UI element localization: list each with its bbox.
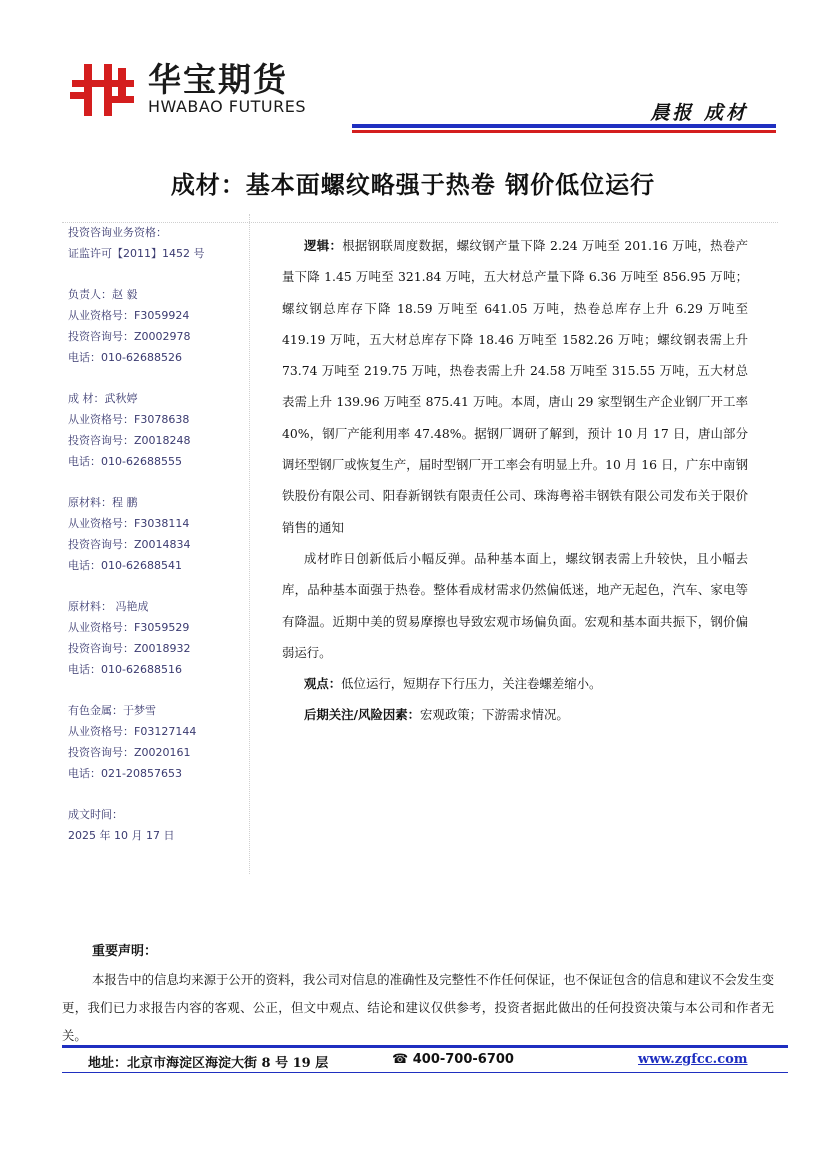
risk-text: 宏观政策；下游需求情况。 <box>420 707 569 723</box>
sidebar-line: 成 材：武秋婷 <box>68 392 138 405</box>
sidebar-line: 从业资格号：F3078638 <box>68 413 190 426</box>
sidebar-line: 2025 年 10 月 17 日 <box>68 829 175 842</box>
sidebar-line: 从业资格号：F03127144 <box>68 725 197 738</box>
analyst-sidebar <box>60 214 250 874</box>
sidebar-line: 电话：010-62688541 <box>68 559 182 572</box>
sidebar-line: 原材料： 冯艳成 <box>68 600 149 613</box>
sidebar-line: 从业资格号：F3059924 <box>68 309 190 322</box>
sidebar-line: 投资咨询号：Z0020161 <box>68 746 191 759</box>
sidebar-line: 电话：010-62688526 <box>68 351 182 364</box>
footer-website-link[interactable]: www.zgfcc.com <box>638 1052 748 1067</box>
header-rule-red <box>352 130 776 133</box>
logo-chinese-name: 华宝期货 <box>148 60 288 99</box>
sidebar-line: 负责人：赵 毅 <box>68 288 138 301</box>
logic-text: 根据钢联周度数据，螺纹钢产量下降 2.24 万吨至 201.16 万吨，热卷产量下降 1.45 万吨至 321.84 万吨，五大材总产量下降 6.36 万吨至 856.95 万吨；螺纹钢总库存下降 18.59 万吨至 641.05 万吨，热卷总库存上升 6.29 万吨至 419.19 万吨，五大材总库存下降 18.46 万吨至 1582.26 万吨；螺纹钢表需上升 73.74 万吨至 219.75 万吨，热卷表需上升 24.58 万吨至 315.55 万吨，五大材总表需上升 139.96 万吨至 875.41 万吨。本周，唐山 29 家型钢生产企业钢厂开工率 40%，钢厂产能利用率 47.48%。据钢厂调研了解到，预计 10 月 17 日，唐山部分调坯型钢厂或恢复生产，届时型钢厂开工率会有明显上升。10 月 16 日，广东中南钢铁股份有限公司、阳春新钢铁有限责任公司、珠海粤裕丰钢铁有限公司发布关于限价销售的通知 <box>282 238 749 535</box>
analysis-paragraph: 成材昨日创新低后小幅反弹。品种基本面上，螺纹钢表需上升较快，且小幅去库，品种基本面强于热卷。整体看成材需求仍然偏低迷，地产无起色，汽车、家电等有降温。近期中美的贸易摩擦也导致宏观市场偏负面。宏观和基本面共振下，钢价偏弱运行。 <box>282 550 748 660</box>
sidebar-line: 电话：010-62688516 <box>68 663 182 676</box>
sidebar-line: 从业资格号：F3059529 <box>68 621 190 634</box>
sidebar-line: 投资咨询号：Z0002978 <box>68 330 191 343</box>
sidebar-line: 有色金属：于梦雪 <box>68 704 156 717</box>
logic-label: 逻辑： <box>304 238 343 253</box>
footer-phone <box>392 1052 514 1067</box>
disclaimer-text: 本报告中的信息均来源于公开的资料，我公司对信息的准确性及完整性不作任何保证，也不保证包含的信息和建议不会发生变更，我们已力求报告内容的客观、公正，但文中观点、结论和建议仅供参考，投资者据此做出的任何投资决策与本公司和作者无关。 <box>62 972 774 1043</box>
footer-address: 地址：北京市海淀区海淀大街 8 号 19 层 <box>88 1056 329 1071</box>
report-type-tag: 晨报 成材 <box>650 102 748 124</box>
sidebar-line: 证监许可【2011】1452 号 <box>68 247 205 260</box>
sidebar-line: 电话：021-20857653 <box>68 767 182 780</box>
logo-english-name: HWABAO FUTURES <box>148 97 307 116</box>
company-logo <box>68 62 318 118</box>
footer-phone-number: 400-700-6700 <box>412 1052 514 1067</box>
header-rule-blue <box>352 124 776 128</box>
sidebar-line: 投资咨询号：Z0018932 <box>68 642 191 655</box>
sidebar-line: 投资咨询号：Z0014834 <box>68 538 191 551</box>
sidebar-line: 投资咨询号：Z0018248 <box>68 434 191 447</box>
sidebar-line: 投资咨询业务资格： <box>68 226 167 239</box>
hwabao-logo-mark-icon <box>68 62 138 118</box>
view-paragraph <box>282 668 748 699</box>
sidebar-line: 从业资格号：F3038114 <box>68 517 190 530</box>
sidebar-line: 电话：010-62688555 <box>68 455 182 468</box>
report-body <box>282 230 748 731</box>
footer-rule-bottom <box>62 1072 788 1073</box>
phone-icon: ☎ <box>392 1052 409 1067</box>
view-label: 观点： <box>304 676 342 692</box>
sidebar-line: 原材料：程 鹏 <box>68 496 138 509</box>
report-title: 成材：基本面螺纹略强于热卷 钢价低位运行 <box>170 170 656 199</box>
risk-label: 后期关注/风险因素： <box>304 707 421 723</box>
disclaimer-title: 重要声明： <box>92 944 158 959</box>
view-text: 低位运行，短期存下行压力，关注卷螺差缩小。 <box>341 676 602 692</box>
sidebar-line: 成文时间： <box>68 808 123 821</box>
logic-paragraph <box>282 230 748 543</box>
footer-rule-top <box>62 1045 788 1048</box>
risk-paragraph <box>282 699 748 730</box>
